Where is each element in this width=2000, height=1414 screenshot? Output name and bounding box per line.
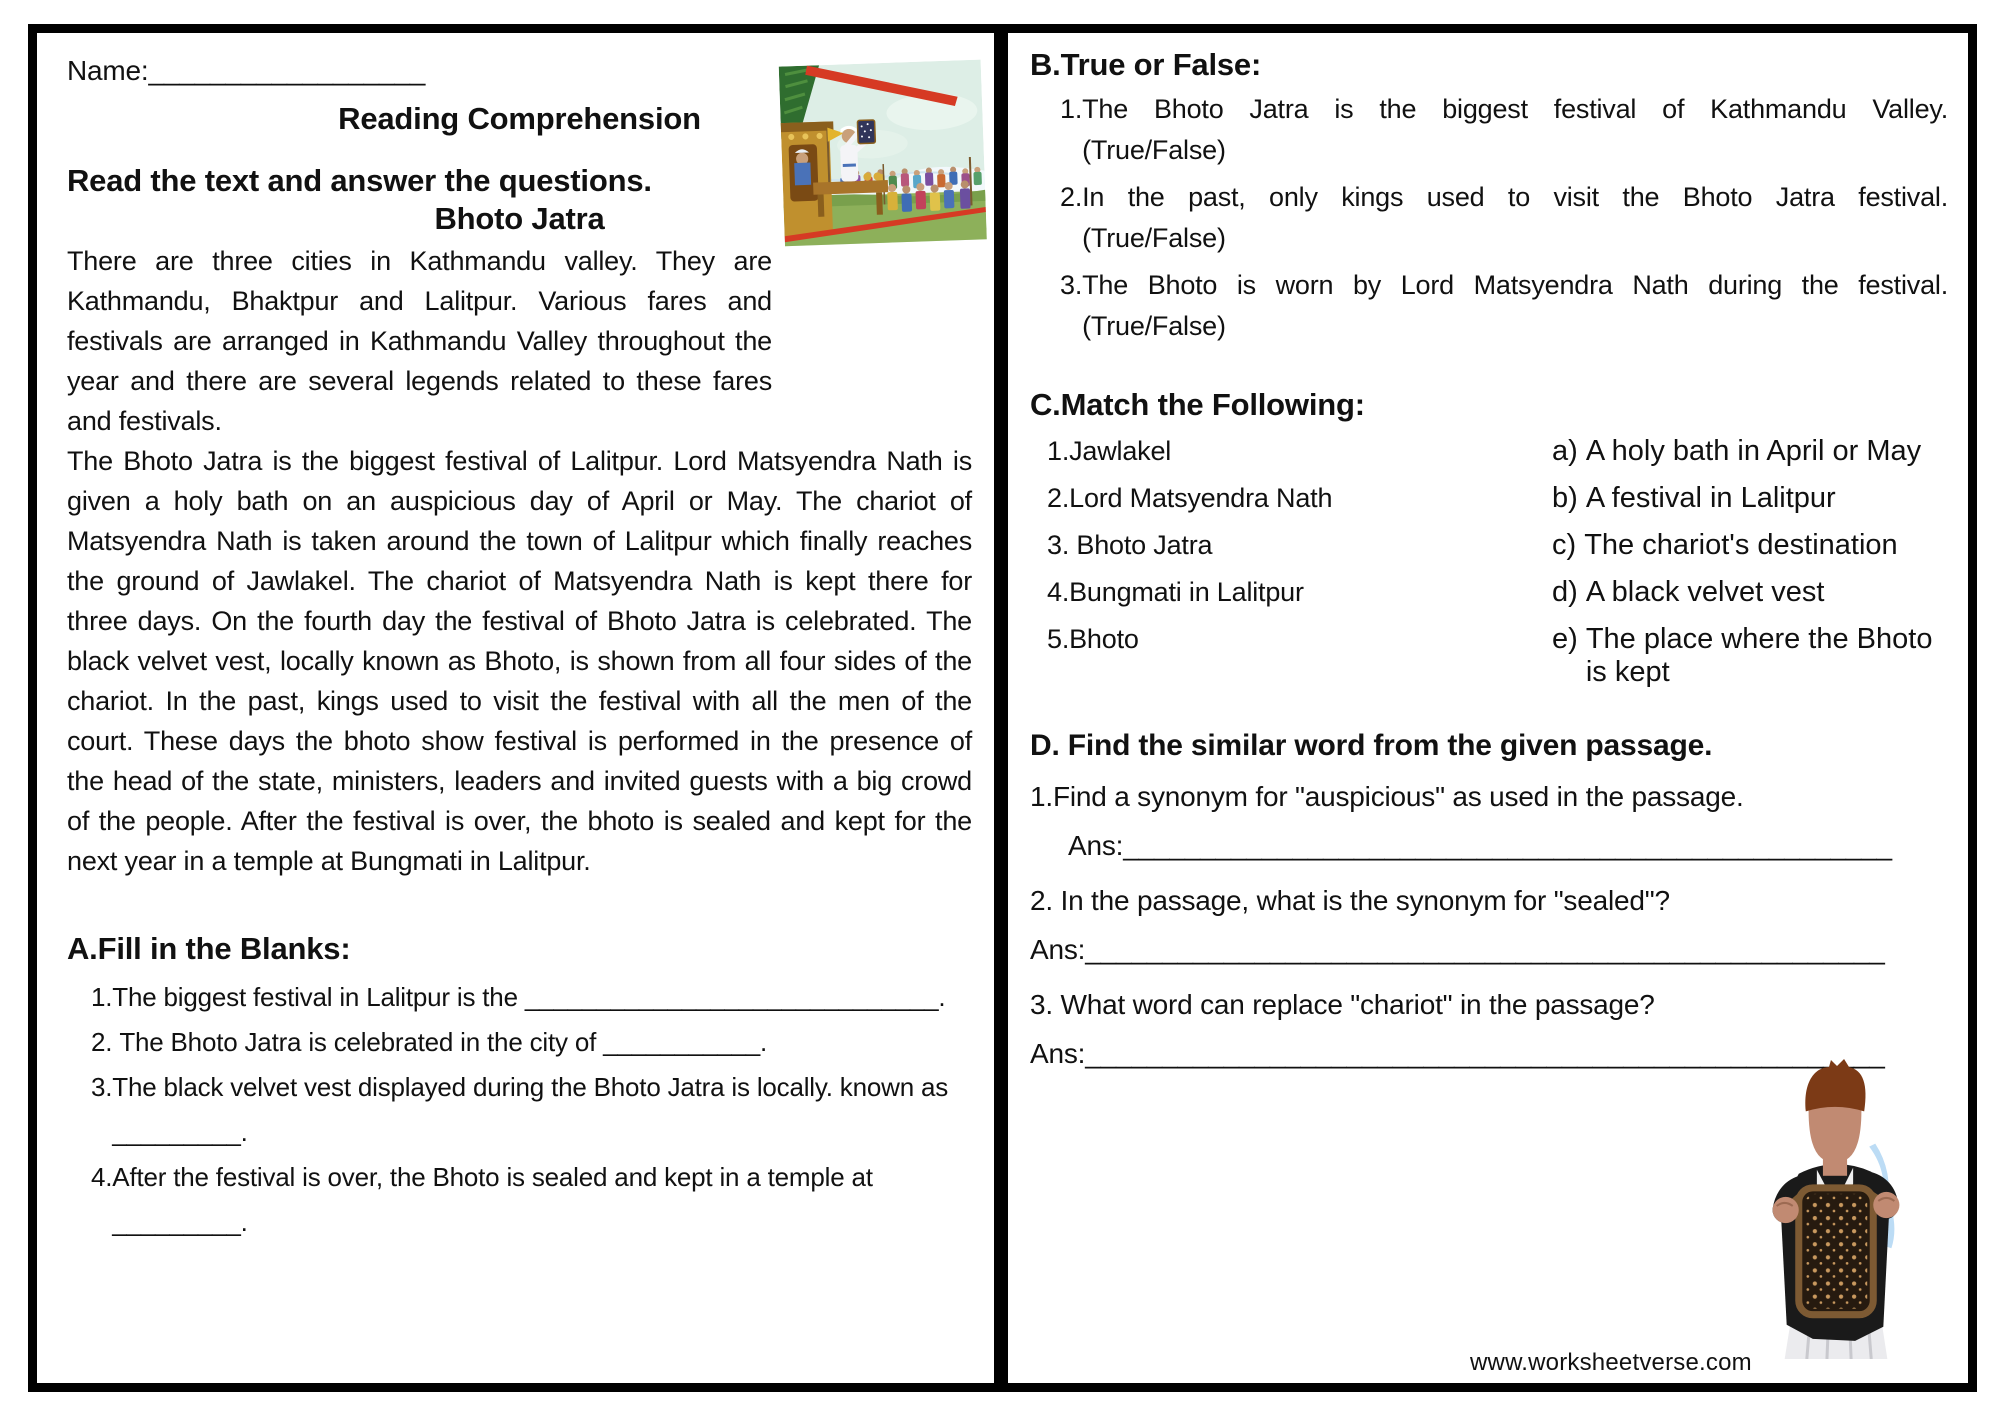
man-holding-bhoto-illustration — [1758, 1057, 1912, 1359]
worksheet-title: Reading Comprehension — [338, 101, 701, 136]
fill-blanks-item — [67, 1020, 972, 1065]
match-term: Bungmati in Lalitpur — [1069, 577, 1304, 607]
item-text: After the festival is over, the Bhoto is sealed and kept in a temple at _________. — [112, 1162, 873, 1237]
item-number: 2. — [1030, 885, 1061, 916]
match-term: Bhoto Jatra — [1076, 530, 1213, 560]
question-text: In the passage, what is the synonym for "sealed"? — [1060, 885, 1670, 916]
item-text: The Bhoto Jatra is celebrated in the city of ___________. — [119, 1027, 768, 1057]
item-number: 4. — [1047, 577, 1070, 607]
instruction-heading: Read the text and answer the questions. — [67, 163, 652, 198]
fill-blanks-heading: A.Fill in the Blanks: — [67, 931, 351, 966]
item-number: 4. — [91, 1162, 113, 1192]
match-definition: A holy bath in April or May — [1585, 435, 1922, 467]
find-word-question — [1030, 985, 1948, 1025]
answer-line: Ans:____________________________________________________ — [1030, 1038, 1885, 1069]
option-letter: e) — [1552, 623, 1586, 655]
match-right-item — [1552, 435, 1948, 468]
item-number: 5. — [1047, 624, 1070, 654]
item-number: 2. — [1060, 182, 1083, 212]
true-false-item — [1030, 265, 1948, 347]
footer-url: www.worksheetverse.com — [1470, 1349, 1752, 1376]
item-number: 3. — [91, 1072, 113, 1102]
section-fill-in-the-blanks — [67, 931, 972, 1245]
find-word-question — [1030, 777, 1948, 817]
item-number: 1. — [91, 982, 113, 1012]
match-right-item — [1552, 623, 1948, 689]
true-false-options: (True/False) — [1082, 135, 1226, 165]
answer-line: Ans:____________________________________________________ — [1030, 934, 1885, 965]
match-left-item — [1047, 435, 1552, 468]
reading-passage — [67, 241, 972, 881]
match-right-item — [1552, 482, 1948, 515]
section-find-similar-word — [1030, 729, 1948, 1075]
section-match-the-following — [1030, 387, 1948, 689]
match-term: Lord Matsyendra Nath — [1069, 483, 1333, 513]
item-number: 3. — [1060, 270, 1083, 300]
left-worksheet-page — [28, 24, 1003, 1392]
true-false-options: (True/False) — [1082, 223, 1226, 253]
true-false-item — [1030, 89, 1948, 171]
item-number: 1. — [1060, 94, 1083, 124]
find-word-heading: D. Find the similar word from the given passage. — [1030, 729, 1713, 762]
match-term: Jawlakel — [1069, 436, 1172, 466]
fill-blanks-item — [67, 1065, 972, 1155]
item-text: The black velvet vest displayed during the Bhoto Jatra is locally. known as _________. — [112, 1072, 949, 1147]
item-number: 3. — [1030, 989, 1061, 1020]
match-left-item — [1047, 482, 1552, 515]
passage-title: Bhoto Jatra — [434, 201, 605, 236]
question-text: The Bhoto Jatra is the biggest festival of Kathmandu Valley. — [1082, 94, 1948, 124]
name-blank-line: Name:__________________ — [67, 55, 426, 86]
item-number: 2. — [1047, 483, 1070, 513]
match-right-item — [1552, 529, 1948, 562]
passage-paragraph-1: There are three cities in Kathmandu valley. They are Kathmandu, Bhaktpur and Lalitpur. Various fares and festivals are arranged in Kathmandu Valley throughout the year and there are several legends related to these fares and festivals. — [67, 246, 772, 436]
option-letter: c) — [1552, 529, 1585, 561]
item-number: 3. — [1047, 530, 1077, 560]
question-text: The Bhoto is worn by Lord Matsyendra Nath during the festival. — [1082, 270, 1948, 300]
match-definition: A festival in Lalitpur — [1585, 482, 1836, 514]
true-false-item — [1030, 177, 1948, 259]
match-left-item — [1047, 623, 1552, 689]
bhoto-jatra-scene-illustration — [779, 60, 988, 259]
question-text: In the past, only kings used to visit the Bhoto Jatra festival. — [1082, 182, 1948, 212]
option-letter: b) — [1552, 482, 1586, 514]
true-false-heading: B.True or False: — [1030, 47, 1262, 82]
match-definition: The place where the Bhoto is kept — [1585, 623, 1933, 688]
fill-blanks-item — [67, 975, 972, 1020]
match-left-item — [1047, 576, 1552, 609]
match-definition: A black velvet vest — [1585, 576, 1825, 608]
match-term: Bhoto — [1069, 624, 1139, 654]
passage-paragraph-2: The Bhoto Jatra is the biggest festival of Lalitpur. Lord Matsyendra Nath is given a holy bath on an auspicious day of April or May. The chariot of Matsyendra Nath is taken around the town of Lalitpur which finally reaches the ground of Jawlakel. The chariot of Matsyendra Nath is kept there for three days. On the fourth day the festival of Bhoto Jatra is celebrated. The black velvet vest, locally known as Bhoto, is shown from all four sides of the chariot. In the past, kings used to visit the festival with all the men of the court. These days the bhoto show festival is performed in the presence of the head of the state, ministers, leaders and invited guests with a big crowd of the people. After the festival is over, the bhoto is sealed and kept for the next year in a temple at Bungmati in Lalitpur. — [67, 446, 972, 876]
item-number: 1. — [1030, 781, 1053, 812]
true-false-options: (True/False) — [1082, 311, 1226, 341]
match-left-item — [1047, 529, 1552, 562]
match-right-item — [1552, 576, 1948, 609]
match-definition: The chariot's destination — [1584, 529, 1898, 561]
question-text: Find a synonym for "auspicious" as used in the passage. — [1052, 781, 1744, 812]
option-letter: d) — [1552, 576, 1586, 608]
right-worksheet-page — [999, 24, 1977, 1392]
item-number: 2. — [91, 1027, 120, 1057]
fill-blanks-item — [67, 1155, 972, 1245]
question-text: What word can replace "chariot" in the passage? — [1060, 989, 1655, 1020]
item-number: 1. — [1047, 436, 1070, 466]
section-true-or-false — [1030, 47, 1948, 347]
answer-line: Ans:__________________________________________________ — [1068, 830, 1892, 861]
option-letter: a) — [1552, 435, 1586, 467]
match-heading: C.Match the Following: — [1030, 387, 1365, 422]
find-word-question — [1030, 881, 1948, 921]
item-text: The biggest festival in Lalitpur is the _____________________________. — [112, 982, 946, 1012]
